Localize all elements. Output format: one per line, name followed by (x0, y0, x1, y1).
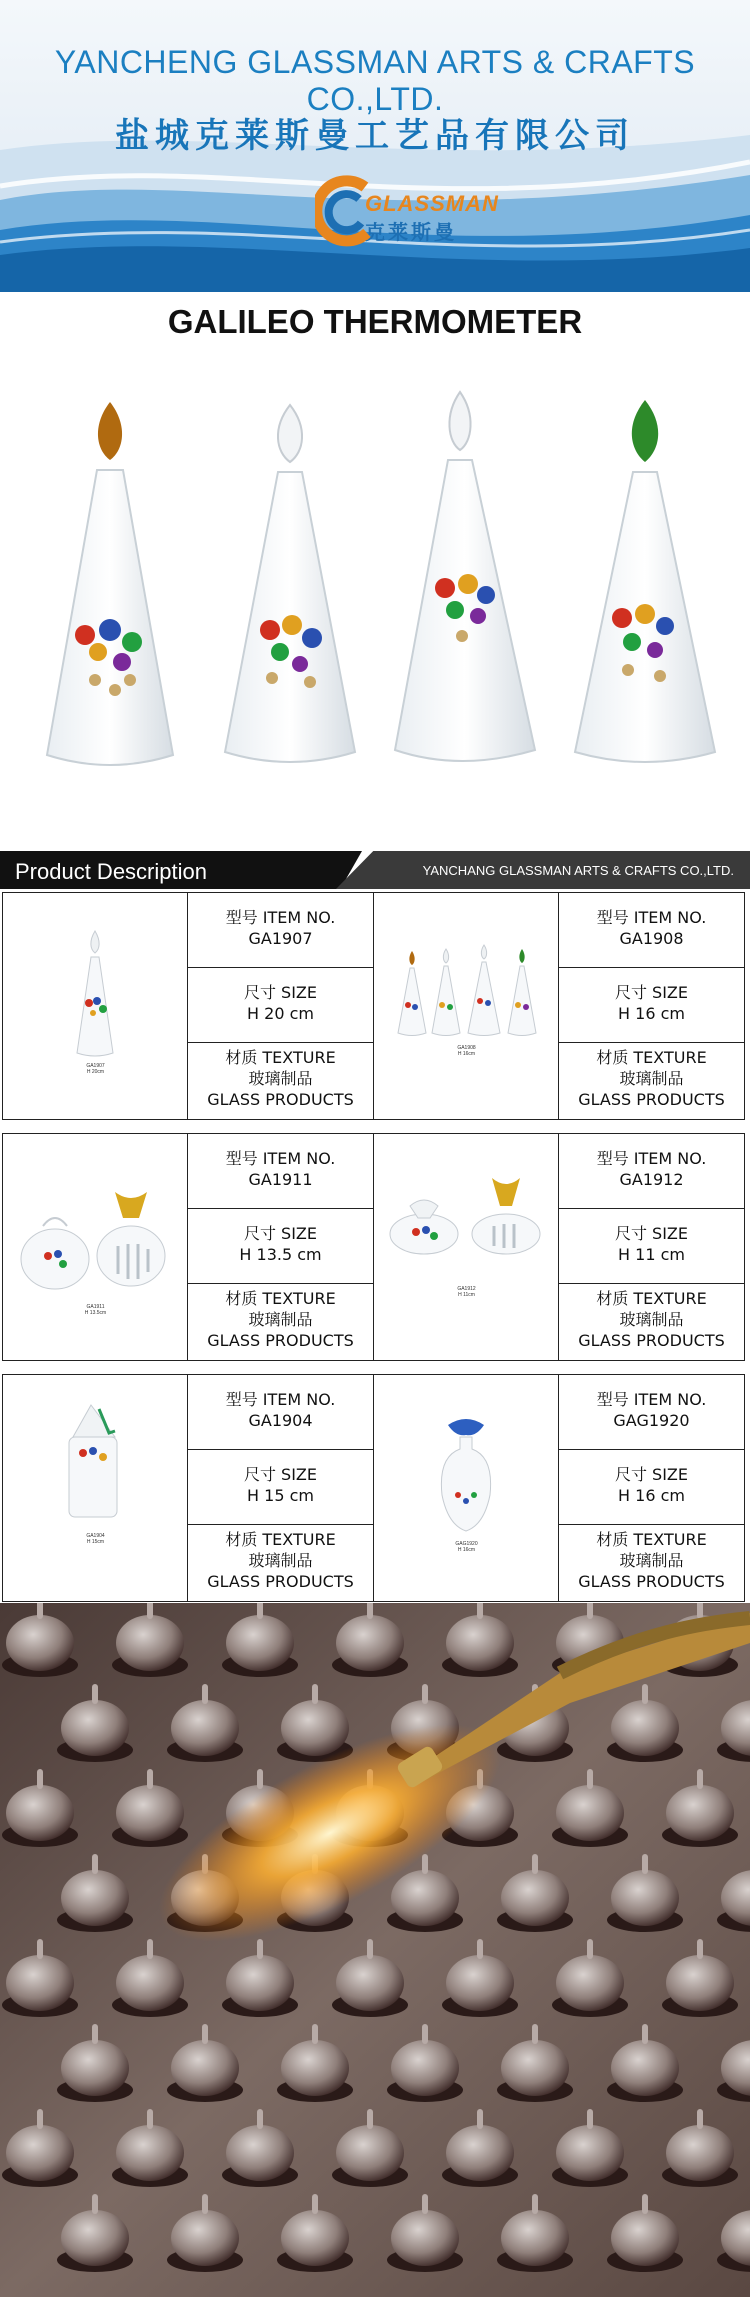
item-value: GA1904 (248, 1411, 313, 1430)
product-info-cell (559, 1134, 745, 1360)
product-info-cell (559, 893, 745, 1119)
size-label: 尺寸 SIZE (614, 1465, 689, 1484)
texture-row (188, 1043, 373, 1118)
size-label: 尺寸 SIZE (243, 983, 318, 1002)
product-caption-item: GA1912 (457, 1286, 476, 1292)
section-company: YANCHANG GLASSMAN ARTS & CRAFTS CO.,LTD. (422, 863, 734, 878)
product-image-ga1912 (374, 1134, 559, 1360)
size-label: 尺寸 SIZE (243, 1224, 318, 1243)
product-image-cell (3, 1134, 188, 1360)
product-image-ga1908 (374, 893, 559, 1119)
product-row (2, 892, 745, 1120)
texture-label: 材质 TEXTURE (596, 1048, 707, 1067)
thermometer-amber (47, 402, 173, 765)
company-name-cn: 盐城克莱斯曼工艺品有限公司 (115, 116, 635, 156)
texture-en: GLASS PRODUCTS (207, 1331, 354, 1350)
product-caption-item: GA1907 (86, 1063, 105, 1069)
page-title: GALILEO THERMOMETER (167, 303, 583, 340)
texture-label: 材质 TEXTURE (225, 1289, 336, 1308)
item-value: GA1911 (248, 1170, 313, 1189)
texture-en: GLASS PRODUCTS (578, 1331, 725, 1350)
item-row (559, 1375, 744, 1450)
size-label: 尺寸 SIZE (243, 1465, 318, 1484)
logo-text-cn: 克莱斯曼 (365, 220, 457, 244)
size-row (188, 1209, 373, 1284)
product-caption-size: H 16cm (457, 1051, 476, 1057)
texture-en: GLASS PRODUCTS (207, 1090, 354, 1109)
size-row (559, 1450, 744, 1525)
size-row (559, 1209, 744, 1284)
texture-label: 材质 TEXTURE (596, 1530, 707, 1549)
size-value: H 13.5 cm (239, 1245, 322, 1264)
product-info-cell (188, 893, 374, 1119)
texture-label: 材质 TEXTURE (225, 1530, 336, 1549)
size-row (188, 1450, 373, 1525)
product-image-cell (374, 893, 559, 1119)
item-label: 型号 ITEM NO. (596, 1390, 707, 1409)
product-image-cell (374, 1375, 559, 1601)
company-name-en: YANCHENG GLASSMAN ARTS & CRAFTS CO.,LTD. (54, 44, 696, 117)
product-image-ga1907 (3, 893, 188, 1119)
product-image-cell (3, 893, 188, 1119)
product-caption-size: H 11cm (458, 1292, 475, 1298)
texture-row (559, 1284, 744, 1359)
size-label: 尺寸 SIZE (614, 1224, 689, 1243)
texture-row (188, 1284, 373, 1359)
texture-en: GLASS PRODUCTS (207, 1572, 354, 1591)
item-value: GAG1920 (613, 1411, 690, 1430)
logo-text-en: GLASSMAN (365, 191, 499, 216)
company-logo (315, 165, 499, 255)
product-caption-size: H 20cm (86, 1069, 105, 1075)
size-value: H 16 cm (618, 1486, 685, 1505)
header-banner (0, 0, 750, 292)
item-label: 型号 ITEM NO. (225, 908, 336, 927)
product-caption-item: GAG1920 (455, 1541, 478, 1547)
size-value: H 20 cm (247, 1004, 314, 1023)
product-caption-item: GA1904 (86, 1533, 105, 1539)
item-value: GA1912 (619, 1170, 684, 1189)
hero-product-image (0, 380, 750, 810)
item-label: 型号 ITEM NO. (225, 1149, 336, 1168)
size-row (559, 968, 744, 1043)
size-label: 尺寸 SIZE (614, 983, 689, 1002)
texture-cn: 玻璃制品 (248, 1069, 313, 1088)
texture-en: GLASS PRODUCTS (578, 1572, 725, 1591)
product-caption-size: H 16cm (457, 1547, 476, 1553)
thermometer-clear-1 (225, 405, 355, 762)
size-value: H 15 cm (247, 1486, 314, 1505)
section-header (0, 851, 750, 889)
item-value: GA1907 (248, 929, 313, 948)
texture-cn: 玻璃制品 (619, 1069, 684, 1088)
item-row (188, 1134, 373, 1209)
texture-row (188, 1525, 373, 1600)
texture-en: GLASS PRODUCTS (578, 1090, 725, 1109)
item-row (188, 1375, 373, 1450)
product-row (2, 1133, 745, 1361)
product-caption-size: H 15cm (86, 1539, 105, 1545)
thermometer-green (575, 400, 715, 762)
texture-cn: 玻璃制品 (248, 1310, 313, 1329)
thermometer-clear-2 (395, 392, 535, 761)
item-value: GA1908 (619, 929, 684, 948)
item-row (188, 893, 373, 968)
item-label: 型号 ITEM NO. (225, 1390, 336, 1409)
item-label: 型号 ITEM NO. (596, 908, 707, 927)
item-label: 型号 ITEM NO. (596, 1149, 707, 1168)
product-info-cell (559, 1375, 745, 1601)
workshop-photo (0, 1603, 750, 2297)
product-caption-item: GA1908 (457, 1045, 476, 1051)
product-image-ga1911 (3, 1134, 188, 1360)
glass-blowing-illustration (0, 1603, 750, 2297)
texture-cn: 玻璃制品 (248, 1551, 313, 1570)
product-info-cell (188, 1134, 374, 1360)
texture-cn: 玻璃制品 (619, 1551, 684, 1570)
product-caption-item: GA1911 (86, 1304, 105, 1310)
product-image-cell (374, 1134, 559, 1360)
product-caption-size: H 13.5cm (84, 1310, 107, 1316)
texture-row (559, 1043, 744, 1118)
item-row (559, 1134, 744, 1209)
product-row (2, 1374, 745, 1602)
size-value: H 11 cm (618, 1245, 685, 1264)
item-row (559, 893, 744, 968)
section-title: Product Description (15, 859, 207, 884)
product-image-gag1920 (374, 1375, 559, 1601)
size-row (188, 968, 373, 1043)
product-image-ga1904 (3, 1375, 188, 1601)
product-image-cell (3, 1375, 188, 1601)
texture-cn: 玻璃制品 (619, 1310, 684, 1329)
texture-row (559, 1525, 744, 1600)
product-info-cell (188, 1375, 374, 1601)
texture-label: 材质 TEXTURE (596, 1289, 707, 1308)
size-value: H 16 cm (618, 1004, 685, 1023)
texture-label: 材质 TEXTURE (225, 1048, 336, 1067)
